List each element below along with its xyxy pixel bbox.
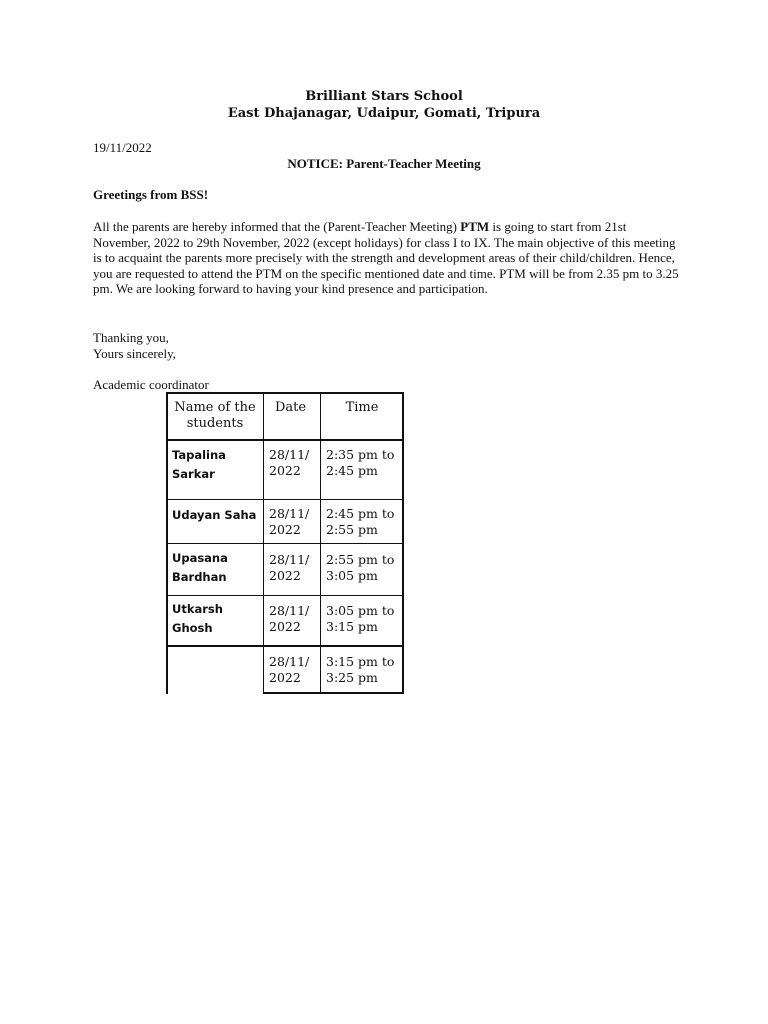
header-date: Date: [274, 400, 307, 415]
notice-date: 19/11/2022: [93, 140, 152, 155]
notice-title: NOTICE: Parent-Teacher Meeting: [287, 156, 481, 171]
greeting: Greetings from BSS!: [93, 187, 209, 202]
school-address: East Dhajanagar, Udaipur, Gomati, Tripura: [227, 106, 541, 121]
table-rule-row-3: [166, 595, 404, 596]
closing-thanks: Thanking you,: [93, 330, 169, 345]
closing-sincerely: Yours sincerely,: [93, 345, 177, 361]
table-rule-row-4: [166, 645, 404, 647]
row-4-time: 3:05 pm to 3:15 pm: [326, 603, 395, 634]
row-3-time: 2:55 pm to 3:05 pm: [326, 552, 395, 583]
body-text-part1: All the parents are hereby informed that the (Parent-Teacher Meeting): [93, 219, 461, 234]
row-1-date: 28/11/ 2022: [269, 447, 310, 478]
row-3-name: Upasana Bardhan: [172, 551, 228, 584]
table-border-top: [166, 392, 404, 394]
body-text-bold: PTM: [460, 219, 490, 234]
header-name: Name of the students: [174, 400, 256, 431]
table-border-bottom: [263, 692, 404, 694]
row-2-date: 28/11/ 2022: [269, 506, 310, 537]
row-4-date: 28/11/ 2022: [269, 603, 310, 634]
table-divider-name-date: [263, 392, 264, 694]
row-2-time: 2:45 pm to 2:55 pm: [326, 506, 395, 537]
school-name: Brilliant Stars School: [305, 89, 463, 104]
row-5-date: 28/11/ 2022: [269, 654, 310, 685]
school-header: [0, 88, 768, 122]
row-2-name: Udayan Saha: [172, 508, 257, 522]
row-4-name: Utkarsh Ghosh: [172, 602, 223, 635]
header-time: Time: [345, 400, 379, 415]
table-rule-header: [166, 439, 404, 441]
signatory: Academic coordinator: [93, 377, 209, 392]
row-3-date: 28/11/ 2022: [269, 552, 310, 583]
notice-body: [93, 219, 683, 297]
table-border-left: [166, 392, 168, 694]
row-1-name: Tapalina Sarkar: [172, 448, 226, 481]
row-5-time: 3:15 pm to 3:25 pm: [326, 654, 395, 685]
closing-block: [93, 330, 176, 361]
table-border-right: [402, 392, 404, 694]
table-rule-row-1: [166, 499, 404, 500]
body-text-part2: is going to start from 21st November, 2022 to 29th November, 2022 (except holidays) for class I to IX. The main objective of this meeting is to acquaint the parents more precisely with the strength and development areas of their child/children. Hence, you are requested to attend the PTM on the specific mentioned date and time. PTM will be from 2.35 pm to 3.25 pm. We are looking forward to having your kind presence and participation.: [93, 219, 679, 297]
row-1-time: 2:35 pm to 2:45 pm: [326, 447, 395, 478]
table-divider-date-time: [320, 392, 321, 694]
ptm-schedule-table: [166, 392, 404, 694]
table-rule-row-2: [166, 543, 404, 544]
